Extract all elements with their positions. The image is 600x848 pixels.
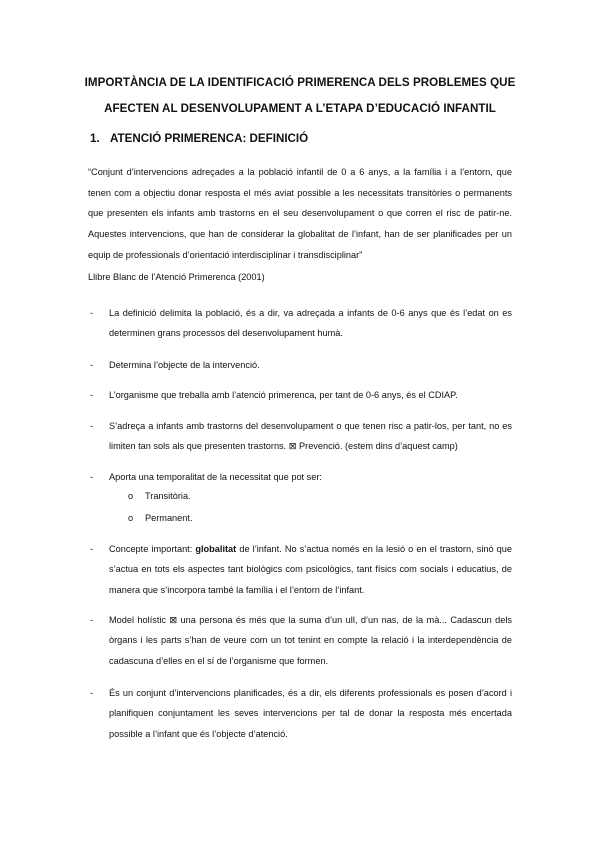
definition-quote: “Conjunt d’intervencions adreçades a la població infantil de 0 a 6 anys, a la família i a l’entorn, que tenen com a objectiu donar resposta el més aviat possible a les necessitats transitòries o permanents que presenten els infants amb trastorns en el seu desenvolupament o que corren el risc de patir-ne. Aquestes intervencions, que han de considerar la globalitat de l’infant, han de ser planificades per un equip de professionals d’orientació interdisciplinar i transdisciplinar”: [88, 167, 512, 260]
section-heading: [90, 132, 308, 145]
sub-bullet: o: [128, 513, 134, 523]
bullet-dash: -: [90, 308, 94, 318]
list-item: [88, 539, 512, 600]
list-item: [88, 355, 512, 375]
list-item: [88, 303, 512, 344]
bullet-dash: -: [90, 544, 94, 554]
list-item: [88, 610, 512, 671]
bullet-dash: -: [90, 472, 94, 482]
list-item-text: Determina l’objecte de la intervenció.: [109, 360, 260, 370]
document-title-line-2: AFECTEN AL DESENVOLUPAMENT A L’ETAPA D’EDUCACIÓ INFANTIL: [104, 102, 496, 115]
concept-rest: de l’infant. No s’actua només en la lesió o en el trastorn, sinó que s’actua en tots els aspectes tant biològics com psicològics, tant físics com socials i educatius, de manera que s’incorpora també la família i el l’entorn de l’infant.: [109, 544, 513, 595]
bullet-dash: -: [90, 688, 94, 698]
list-item-text: Model holístic ⊠ una persona és més que la suma d’un ull, d’un nas, de la mà... Cadascun dels òrgans i les parts s’han de veure com un tot tenint en compte la relació i la interdependència de cadascuna d’elles en el sí de l’organisme que formen.: [109, 615, 512, 666]
list-item-text: S’adreça a infants amb trastorns del desenvolupament o que tenen risc a patir-los, per tant, no es limiten tan sols als que presenten trastorns. ⊠ Prevenció. (estem dins d’aquest camp): [109, 421, 512, 452]
sub-list-item: [128, 491, 191, 501]
bullet-dash: -: [90, 615, 94, 625]
sub-list-item-text: Permanent.: [145, 513, 193, 523]
list-item-text: És un conjunt d’intervencions planificades, és a dir, els diferents professionals es posen d’acord i planifiquen conjuntament les seves intervencions per tal de donar la resposta més encertada possible a l’infant que és l’objecte d’atenció.: [109, 688, 512, 739]
list-item-text: Aporta una temporalitat de la necessitat que pot ser:: [109, 472, 322, 482]
concept-keyword: globalitat: [195, 544, 237, 554]
bullet-dash: -: [90, 360, 94, 370]
list-item: [88, 385, 512, 405]
section-title: ATENCIÓ PRIMERENCA: DEFINICIÓ: [110, 132, 309, 145]
list-item: [88, 416, 512, 457]
list-item-text: L’organisme que treballa amb l’atenció primerenca, per tant de 0-6 anys, és el CDIAP.: [109, 390, 458, 400]
sub-list-item-text: Transitòria.: [145, 491, 191, 501]
sub-list-item: [128, 513, 193, 523]
section-number: 1.: [90, 132, 100, 145]
list-item-text: La definició delimita la població, és a dir, va adreçada a infants de 0-6 anys que és l’edat on es determinen grans processos del desenvolupament humà.: [109, 308, 512, 339]
list-item-text: [109, 539, 512, 600]
list-item: [88, 467, 512, 487]
bullet-dash: -: [90, 390, 94, 400]
concept-lead: Concepte important:: [109, 544, 196, 554]
bullet-dash: -: [90, 421, 94, 431]
list-item: [88, 683, 512, 744]
sub-bullet: o: [128, 491, 134, 501]
document-title-line-1: IMPORTÀNCIA DE LA IDENTIFICACIÓ PRIMERENCA DELS PROBLEMES QUE: [84, 76, 516, 89]
quote-source: Llibre Blanc de l’Atenció Primerenca (2001): [88, 272, 265, 282]
